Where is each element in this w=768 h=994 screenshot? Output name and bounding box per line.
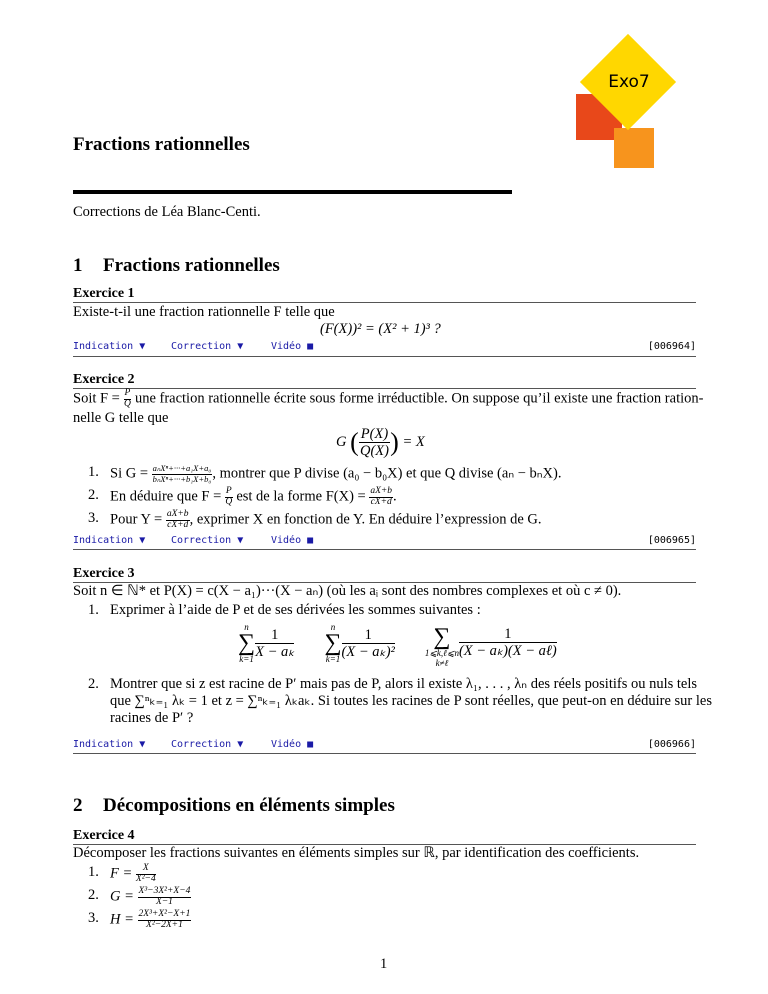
- sum-lower-condition: k≠ℓ: [435, 658, 449, 668]
- video-link[interactable]: Vidéo ■: [271, 535, 314, 546]
- indication-link[interactable]: Indication ▼: [73, 535, 146, 546]
- numerator: aX+b: [166, 509, 189, 519]
- divider: [73, 356, 696, 357]
- numerator: P(X): [360, 426, 389, 442]
- exercise-4-item-1: [88, 863, 156, 884]
- text: .: [393, 488, 397, 505]
- text: G: [336, 433, 347, 450]
- text: En déduire que F =: [110, 488, 225, 505]
- section-number: 2: [73, 795, 83, 816]
- exercise-1-formula: (F(X))² = (X² + 1)³ ?: [320, 321, 441, 337]
- section-2-heading: [73, 795, 395, 817]
- exercise-2-title: Exercice 2: [73, 372, 135, 387]
- numerator: aₙXⁿ+···+a₁X+a₀: [152, 463, 212, 473]
- item-number: 2.: [88, 676, 99, 692]
- numerator: P: [225, 486, 232, 496]
- exercise-2-line1: [73, 389, 703, 409]
- denominator: cX+d: [167, 519, 189, 530]
- denominator: X²−2X+1: [146, 919, 183, 930]
- divider: [73, 302, 696, 303]
- section-number: 1: [73, 255, 83, 276]
- exercise-4-title: Exercice 4: [73, 828, 135, 843]
- correction-link[interactable]: Correction ▼: [171, 341, 244, 352]
- page-number: 1: [380, 956, 388, 972]
- divider: [73, 753, 696, 754]
- text: = X: [402, 433, 425, 450]
- numerator: X: [136, 864, 156, 875]
- exercise-3-sums: [238, 622, 578, 668]
- item-number: 1.: [88, 464, 99, 480]
- correction-link[interactable]: Correction ▼: [171, 535, 244, 546]
- denominator: Q: [123, 398, 131, 409]
- sum-3: ∑ 1⩽k,ℓ⩽n k≠ℓ 1 (X − aₖ)(X − aℓ): [424, 624, 557, 668]
- exercise-3-item-2: [88, 676, 698, 692]
- text: H =: [110, 911, 138, 928]
- exercise-3-item-1: [88, 602, 481, 618]
- exercise-2-item-2: [88, 486, 397, 507]
- text: , montrer que P divise (a₀ − b₀X) et que Q divise (aₙ − bₙX).: [212, 465, 562, 482]
- page-title: Fractions rationnelles: [73, 134, 250, 155]
- numerator: 1: [342, 627, 395, 644]
- exercise-3-item-2-line3: racines de P′ ?: [110, 710, 194, 726]
- text: Si G =: [110, 465, 152, 482]
- numerator: 2X³+X²−X+1: [138, 909, 191, 919]
- denominator: cX+d: [370, 496, 392, 507]
- logo-text: Exo7: [608, 72, 650, 92]
- numerator: X³−3X²+X−4: [138, 886, 191, 896]
- sum-lower: k=1: [239, 654, 254, 664]
- text: est de la forme F(X) =: [232, 488, 370, 505]
- text: G =: [110, 888, 138, 905]
- sum-lower: 1⩽k,ℓ⩽n: [424, 648, 459, 658]
- exercise-2-line2: nelle G telle que: [73, 410, 169, 426]
- text: , exprimer X en fonction de Y. En déduire l’expression de G.: [189, 511, 542, 528]
- text: Pour Y =: [110, 511, 166, 528]
- exercise-ref: [006966]: [647, 739, 696, 750]
- exercise-1-title: Exercice 1: [73, 286, 135, 301]
- item-number: 3.: [88, 910, 99, 926]
- correction-link[interactable]: Correction ▼: [171, 739, 244, 750]
- exercise-ref: [006964]: [647, 341, 696, 352]
- sum-2: n ∑ k=1 $\frac{1}{\text{(X − aₖ)²}}$: [324, 622, 395, 664]
- sum-upper: n: [330, 622, 336, 632]
- credits: Corrections de Léa Blanc-Centi.: [73, 204, 261, 220]
- denominator: (X − aₖ)(X − aℓ): [458, 643, 557, 659]
- indication-link[interactable]: Indication ▼: [73, 739, 146, 750]
- sum-upper: n: [244, 622, 249, 632]
- sum-1: n ∑ k=1 $\frac{1}{\text{X − aₖ}}$: [238, 622, 295, 664]
- exercise-2-links: [73, 533, 696, 545]
- exercise-3-text: Soit n ∈ ℕ* et P(X) = c(X − a₁)···(X − aₙ) (où les aᵢ sont des nombres complexes et où c ≠ 0).: [73, 583, 622, 599]
- text: Montrer que si z est racine de P′ mais pas de P, alors il existe λ₁, . . . , λₙ des réels positifs ou nuls tels: [110, 676, 698, 692]
- exercise-2-item-3: [88, 509, 542, 530]
- exercise-4-text: Décomposer les fractions suivantes en éléments simples sur ℝ, par identification des coefficients.: [73, 845, 640, 861]
- section-title: Décompositions en éléments simples: [103, 795, 395, 816]
- divider: [73, 549, 696, 550]
- item-number: 1.: [88, 864, 99, 880]
- exercise-1-links: [73, 339, 696, 351]
- denominator: Q: [225, 496, 233, 507]
- text: une fraction rationnelle écrite sous forme irréductible. On suppose qu’il existe une fraction ration-: [131, 390, 704, 407]
- text: Exprimer à l’aide de P et de ses dérivées les sommes suivantes :: [110, 602, 481, 618]
- exercise-3-title: Exercice 3: [73, 566, 135, 581]
- exercise-1-text: Existe-t-il une fraction rationnelle F telle que: [73, 304, 335, 320]
- indication-link[interactable]: Indication ▼: [73, 341, 146, 352]
- item-number: 2.: [88, 487, 99, 503]
- denominator: bₙXⁿ+···+b₁X+b₀: [152, 473, 212, 484]
- title-rule: [73, 190, 512, 194]
- item-number: 2.: [88, 887, 99, 903]
- numerator: 1: [255, 627, 294, 644]
- item-number: 1.: [88, 602, 99, 618]
- exercise-ref: [006965]: [647, 535, 696, 546]
- denominator: Q(X): [359, 443, 389, 459]
- numerator: aX+b: [370, 486, 393, 496]
- section-1-heading: [73, 255, 280, 277]
- logo-orange-square: [614, 128, 654, 168]
- section-title: Fractions rationnelles: [103, 255, 280, 276]
- exercise-3-item-2-line2: que ∑ⁿₖ₌₁ λₖ = 1 et z = ∑ⁿₖ₌₁ λₖaₖ. Si toutes les racines de P sont réelles, que peut-on en déduire sur les: [110, 693, 712, 709]
- denominator: X − aₖ: [255, 643, 295, 660]
- denominator: X²−4: [135, 873, 156, 884]
- video-link[interactable]: Vidéo ■: [271, 739, 314, 750]
- item-number: 3.: [88, 510, 99, 526]
- sum-lower: k=1: [325, 654, 341, 664]
- exercise-3-links: [73, 737, 696, 749]
- exercise-4-item-2: [88, 886, 191, 907]
- exercise-4-item-3: [88, 909, 191, 930]
- text: Soit F =: [73, 390, 124, 407]
- denominator: (X − aₖ)²: [341, 643, 395, 660]
- numerator: 1: [459, 626, 557, 643]
- exercise-2-item-1: [88, 463, 562, 484]
- video-link[interactable]: Vidéo ■: [271, 341, 314, 352]
- exercise-2-display-formula: G ( $\frac{P(X)}{Q(X)}$ ) = X: [336, 426, 425, 459]
- denominator: X−1: [155, 896, 173, 907]
- numerator: P: [124, 388, 131, 398]
- text: F =: [110, 865, 136, 882]
